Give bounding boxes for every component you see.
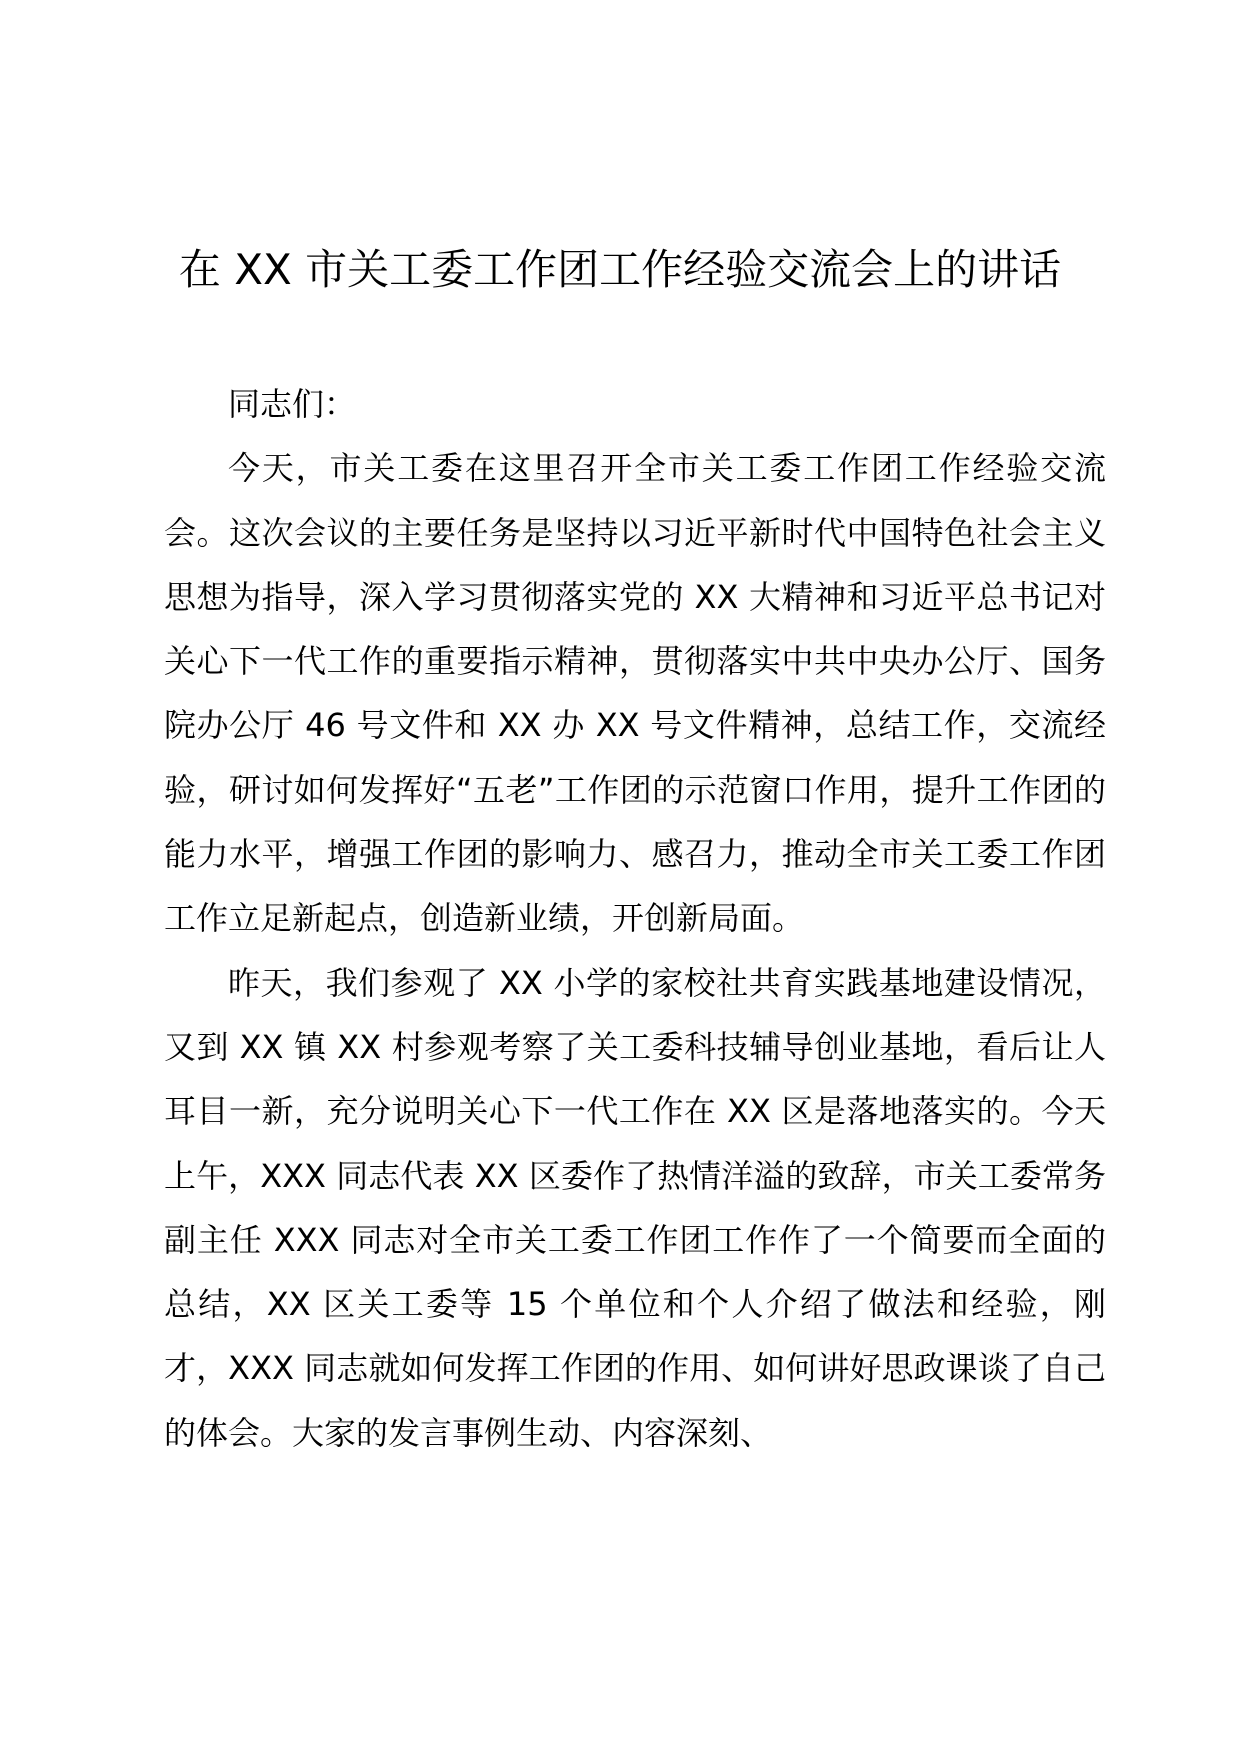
- paragraph-2: 昨天，我们参观了 XX 小学的家校社共育实践基地建设情况，又到 XX 镇 XX 村参观考察了关工委科技辅导创业基地，看后让人耳目一新，充分说明关心下一代工作在 XX 区是落地落实的。今天上午，XXX 同志代表 XX 区委作了热情洋溢的致辞，市关工委常务副主任 XXX 同志对全市关工委工作团工作作了一个简要而全面的总结，XX 区关工委等 15 个单位和个人介绍了做法和经验，刚才，XXX 同志就如何发挥工作团的作用、如何讲好思政课谈了自己的体会。大家的发言事例生动、内容深刻、: [164, 963, 1106, 1452]
- paragraph-1: 今天，市关工委在这里召开全市关工委工作团工作经验交流会。这次会议的主要任务是坚持以习近平新时代中国特色社会主义思想为指导，深入学习贯彻落实党的 XX 大精神和习近平总书记对关心下一代工作的重要指示精神，贯彻落实中共中央办公厅、国务院办公厅 46 号文件和 XX 办 XX 号文件精神，总结工作，交流经验，研讨如何发挥好“五老”工作团的示范窗口作用，提升工作团的能力水平，增强工作团的影响力、感召力，推动全市关工委工作团工作立足新起点，创造新业绩，开创新局面。: [164, 449, 1106, 938]
- document-body: [164, 372, 1106, 1465]
- document-title: 在 XX 市关工委工作团工作经验交流会上的讲话: [178, 245, 1062, 294]
- salutation: 同志们：: [228, 385, 357, 423]
